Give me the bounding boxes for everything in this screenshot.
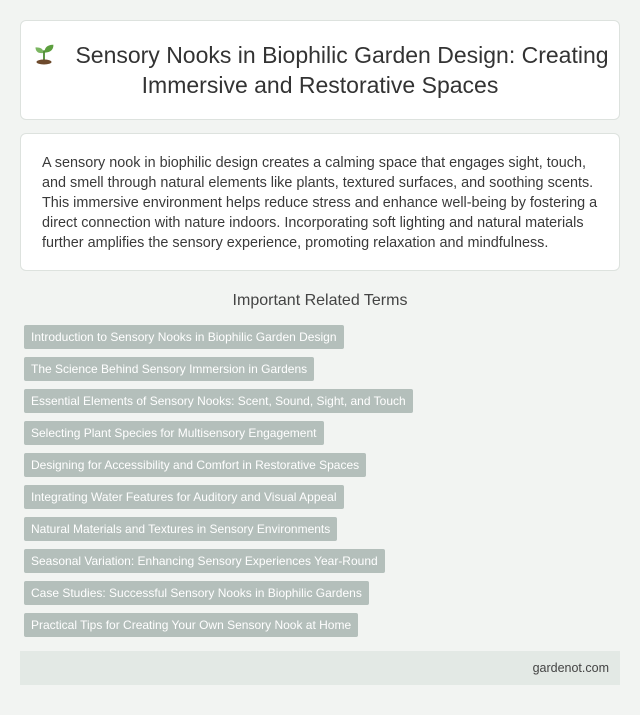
related-term-tag[interactable]: Integrating Water Features for Auditory and Visual Appeal [24,485,344,509]
related-term-tag[interactable]: Selecting Plant Species for Multisensory Engagement [24,421,324,445]
sprout-icon [31,40,57,66]
summary-card [20,133,620,271]
related-term-tag[interactable]: Essential Elements of Sensory Nooks: Scent, Sound, Sight, and Touch [24,389,413,413]
footer [20,651,620,685]
summary-text: A sensory nook in biophilic design creates a calming space that engages sight, touch, and smell through natural elements like plants, textured surfaces, and soothing scents. This immersive environment helps reduce stress and enhance well-being by fostering a direct connection with nature indoors. Incorporating soft lighting and natural materials further amplifies the sensory experience, promoting relaxation and mindfulness. [42,155,598,251]
related-term-tag[interactable]: The Science Behind Sensory Immersion in Gardens [24,357,314,381]
title-text: Sensory Nooks in Biophilic Garden Design: Creating Immersive and Restorative Spaces [75,42,609,98]
related-terms-list [24,325,624,645]
related-term-tag[interactable]: Practical Tips for Creating Your Own Sensory Nook at Home [24,613,358,637]
related-term-tag[interactable]: Designing for Accessibility and Comfort in Restorative Spaces [24,453,366,477]
related-term-tag[interactable]: Case Studies: Successful Sensory Nooks in Biophilic Gardens [24,581,369,605]
site-name: gardenot.com [532,661,609,675]
title-card [20,20,620,120]
related-term-tag[interactable]: Natural Materials and Textures in Sensory Environments [24,517,337,541]
related-term-tag[interactable]: Introduction to Sensory Nooks in Biophilic Garden Design [24,325,344,349]
related-term-tag[interactable]: Seasonal Variation: Enhancing Sensory Experiences Year-Round [24,549,385,573]
related-terms-heading: Important Related Terms [232,292,408,309]
page-title [21,40,619,100]
